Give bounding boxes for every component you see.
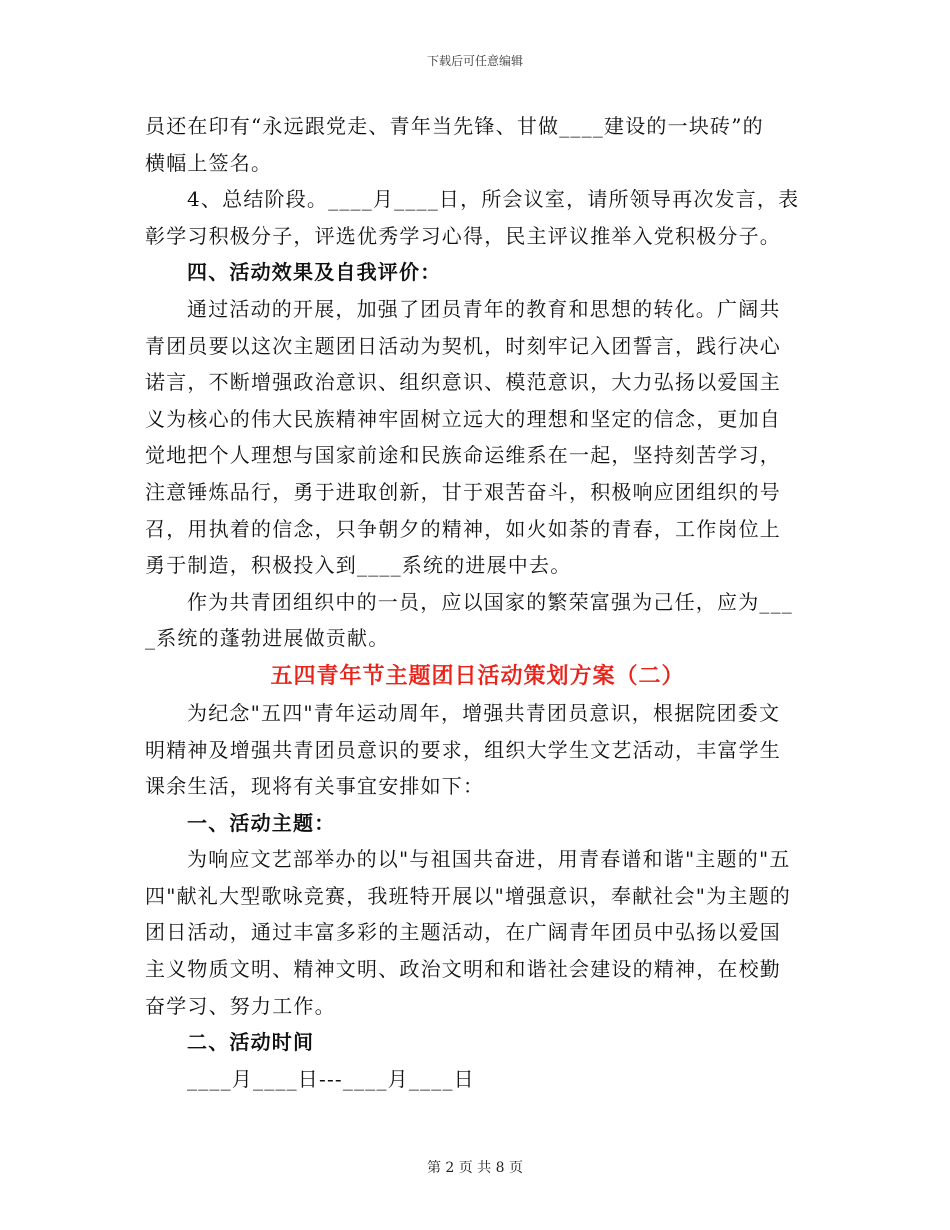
paragraph-line: 主义物质文明、精神文明、政治文明和和谐社会建设的精神，在校勤	[145, 957, 781, 982]
page-header: 下载后可任意编辑	[426, 54, 523, 68]
document-body	[145, 108, 810, 1097]
paragraph-line: 四"献礼大型歌咏竞赛，我班特开展以"增强意识，奉献社会"为主题的	[145, 883, 791, 908]
paragraph-line: 4、总结阶段。____月____日，所会议室，请所领导再次发言，表	[187, 187, 800, 212]
paragraph-line: 奋学习、努力工作。	[145, 993, 336, 1018]
paragraph-line: 勇于制造，积极投入到____系统的进展中去。	[145, 553, 572, 578]
text-block-2	[145, 695, 810, 1098]
paragraph-line: ____月____日---____月____日	[187, 1066, 475, 1091]
paragraph-line: 觉地把个人理想与国家前途和民族命运维系在一起，坚持刻苦学习，	[145, 443, 781, 468]
paragraph-line: 诺言，不断增强政治意识、组织意识、模范意识，大力弘扬以爱国主	[145, 370, 781, 395]
paragraph-line: 团日活动，通过丰富多彩的主题活动，在广阔青年团员中弘扬以爱国	[145, 920, 781, 945]
paragraph-line: 作为共青团组织中的一员，应以国家的繁荣富强为己任，应为___	[187, 589, 793, 614]
section-heading: 二、活动时间	[187, 1030, 315, 1055]
paragraph-line: 召，用执着的信念，只争朝夕的精神，如火如荼的青春，工作岗位上	[145, 516, 781, 541]
paragraph-line: _系统的蓬勃进展做贡献。	[145, 626, 390, 651]
paragraph-line: 课余生活，现将有关事宜安排如下：	[145, 774, 485, 799]
page-footer: 第 2 页 共 8 页	[426, 1160, 524, 1176]
text-block-1	[145, 108, 810, 657]
section-heading: 一、活动主题：	[187, 810, 336, 835]
paragraph-line: 为纪念"五四"青年运动周年，增强共青团员意识，根据院团委文	[187, 700, 781, 725]
section-heading: 四、活动效果及自我评价：	[187, 260, 442, 285]
paragraph-line: 义为核心的伟大民族精神牢固树立远大的理想和坚定的信念，更加自	[145, 406, 781, 431]
paragraph-line: 明精神及增强共青团员意识的要求，组织大学生文艺活动，丰富学生	[145, 737, 781, 762]
paragraph-line: 注意锤炼品行，勇于进取创新，甘于艰苦奋斗，积极响应团组织的号	[145, 479, 781, 504]
paragraph-line: 员还在印有“永远跟党走、青年当先锋、甘做____建设的一块砖”的	[145, 114, 764, 138]
paragraph-line: 横幅上签名。	[145, 150, 273, 175]
section-title: 五四青年节主题团日活动策划方案（二）	[270, 662, 685, 689]
paragraph-line: 通过活动的开展，加强了团员青年的教育和思想的转化。广阔共	[187, 296, 781, 321]
paragraph-line: 青团员要以这次主题团日活动为契机，时刻牢记入团誓言，践行决心	[145, 333, 781, 358]
paragraph-line: 为响应文艺部举办的以"与祖国共奋进，用青春谱和谐"主题的"五	[187, 847, 791, 872]
paragraph-line: 彰学习积极分子，评选优秀学习心得，民主评议推举入党积极分子。	[145, 223, 781, 248]
